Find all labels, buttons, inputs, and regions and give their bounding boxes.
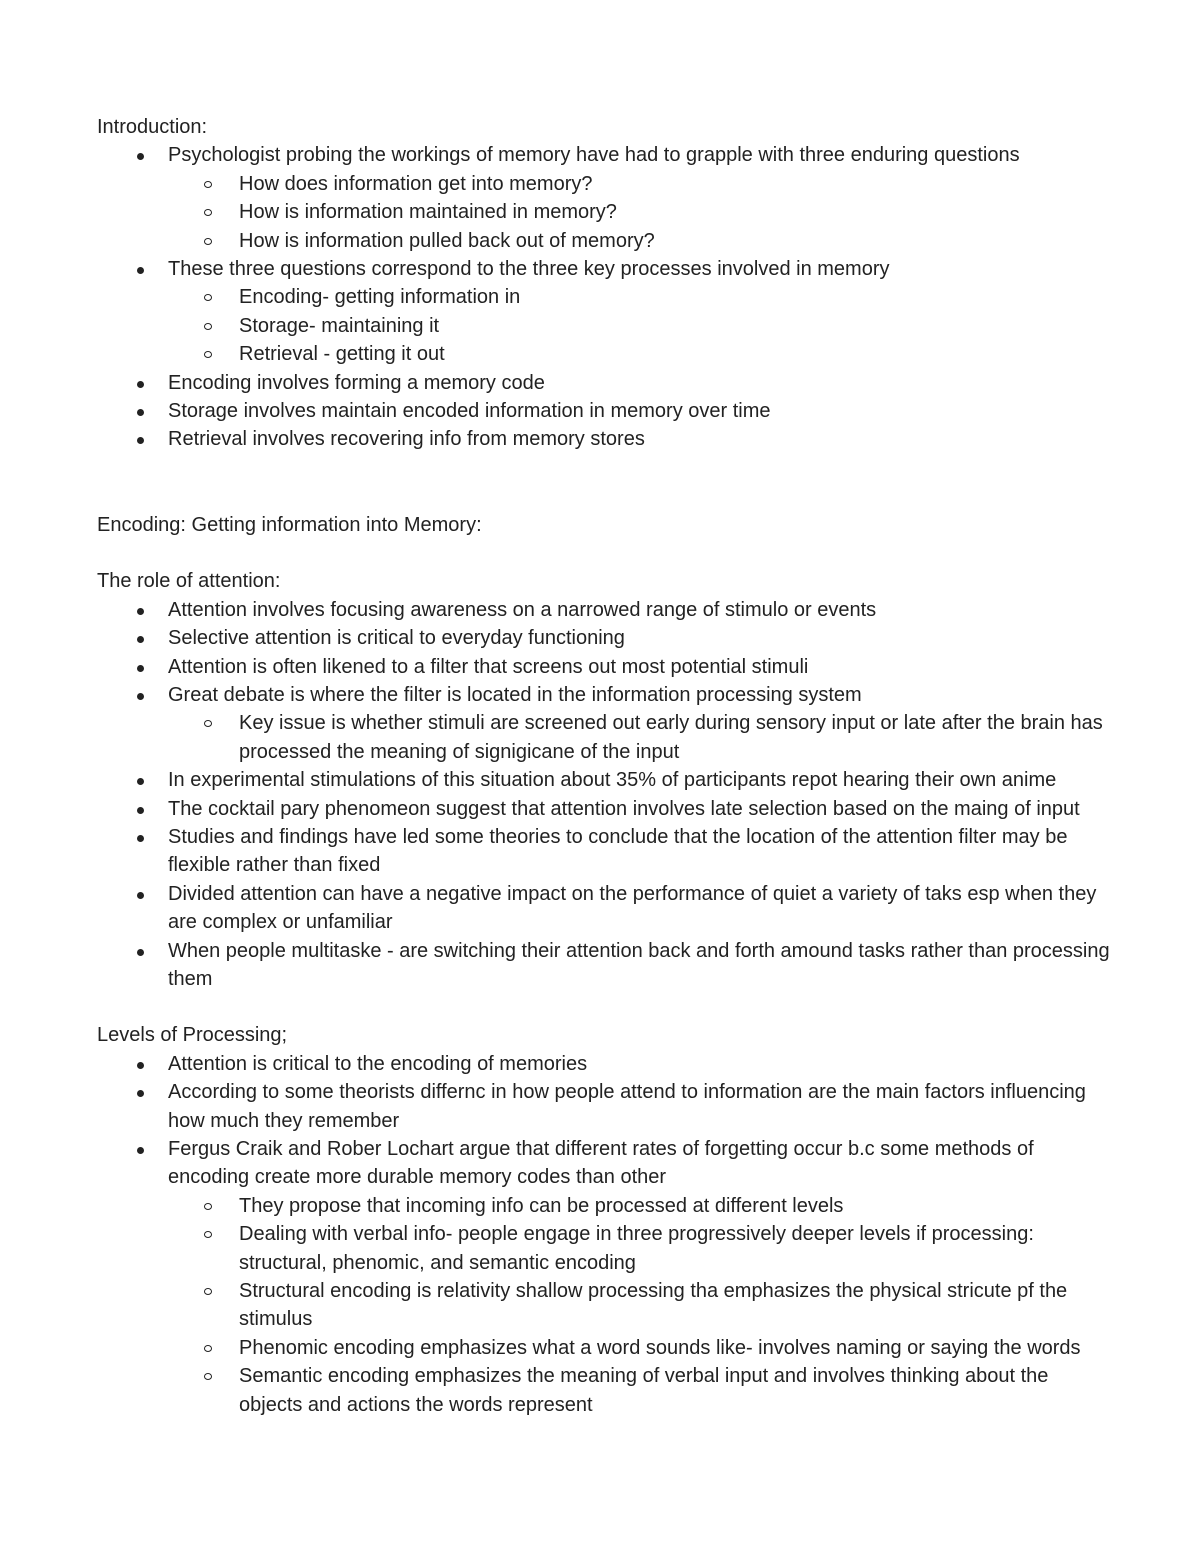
bullet-item [97,624,1117,652]
bullet-list [97,1050,1117,1419]
section-heading: The role of attention: [97,570,281,593]
bullet-item [97,653,1117,681]
bullet-text: Fergus Craik and Rober Lochart argue that different rates of forgetting occur b.c some methods of encoding create more durable memory codes than other [168,1138,1034,1189]
bullet-text: Divided attention can have a negative impact on the performance of quiet a variety of taks esp when they are complex or unfamiliar [168,882,1097,934]
bullet-item [97,1078,1117,1135]
bullet-item [97,880,1117,937]
bullet-text: Attention is critical to the encoding of memories [168,1052,588,1075]
bullet-item [97,141,1117,255]
section-heading: Introduction: [97,116,208,138]
sub-bullet-item: Phenomic encoding emphasizes what a word sounds like- involves naming or saying the words [168,1334,1117,1362]
sub-bullet-item: How does information get into memory? [168,170,1117,198]
bullet-list [97,596,1117,994]
sub-bullet-item: Structural encoding is relativity shallow processing tha emphasizes the physical stricute pf the stimulus [168,1277,1117,1334]
bullet-text: The cocktail pary phenomeon suggest that attention involves late selection based on the maing of input [168,797,1080,820]
section-heading: Levels of Processing; [97,1024,288,1047]
bullet-text: Encoding involves forming a memory code [168,371,545,394]
bullet-text: Storage involves maintain encoded information in memory over time [168,400,771,423]
bullet-text: Selective attention is critical to everyday functioning [168,627,625,650]
bullet-list [97,141,1117,453]
bullet-text: These three questions correspond to the three key processes involved in memory [168,258,890,281]
sub-bullet-list [168,1192,1117,1419]
bullet-item [97,795,1117,823]
bullet-item [97,1050,1117,1078]
bullet-item [97,681,1117,766]
bullet-text: Retrieval involves recovering info from memory stores [168,428,645,451]
bullet-item [97,255,1117,369]
bullet-item [97,425,1117,453]
sub-bullet-item: Semantic encoding emphasizes the meaning of verbal input and involves thinking about the objects and actions the words represent [168,1362,1117,1419]
sub-bullet-list [168,283,1117,368]
bullet-item [97,937,1117,994]
sub-bullet-item: How is information maintained in memory? [168,198,1117,226]
bullet-text: Studies and findings have led some theories to conclude that the location of the attention filter may be flexible rather than fixed [168,825,1068,877]
section-heading: Encoding: Getting information into Memory: [97,513,482,536]
bullet-text: Attention involves focusing awareness on a narrowed range of stimulo or events [168,598,877,621]
bullet-text: According to some theorists differnc in how people attend to information are the main factors influencing how much they remember [168,1081,1086,1132]
sub-bullet-item: Dealing with verbal info- people engage in three progressively deeper levels if processing: structural, phenomic, and semantic encoding [168,1220,1117,1277]
sub-bullet-item: Encoding- getting information in [168,283,1117,311]
bullet-item [97,596,1117,624]
bullet-item [97,369,1117,397]
document-page [97,113,1117,1419]
sub-bullet-item: Retrieval - getting it out [168,340,1117,368]
bullet-item [97,766,1117,794]
section-spacer [97,539,1117,567]
bullet-item [97,823,1117,880]
section-spacer [97,993,1117,1021]
bullet-text: Psychologist probing the workings of memory have had to grapple with three enduring questions [168,144,1020,167]
sub-bullet-item: Key issue is whether stimuli are screened out early during sensory input or late after the brain has processed the meaning of signigicane of the input [168,709,1117,766]
sub-bullet-list [168,170,1117,255]
bullet-item [97,1135,1117,1419]
sub-bullet-item: How is information pulled back out of memory? [168,227,1117,255]
bullet-item [97,397,1117,425]
sub-bullet-item: They propose that incoming info can be processed at different levels [168,1192,1117,1220]
sub-bullet-item: Storage- maintaining it [168,312,1117,340]
bullet-text: In experimental stimulations of this situation about 35% of participants repot hearing their own anime [168,769,1057,792]
bullet-text: When people multitaske - are switching their attention back and forth amound tasks rather than processing them [168,939,1110,990]
bullet-text: Attention is often likened to a filter that screens out most potential stimuli [168,655,809,678]
section-spacer [97,454,1117,511]
bullet-text: Great debate is where the filter is located in the information processing system [168,683,862,706]
sub-bullet-list [168,709,1117,766]
